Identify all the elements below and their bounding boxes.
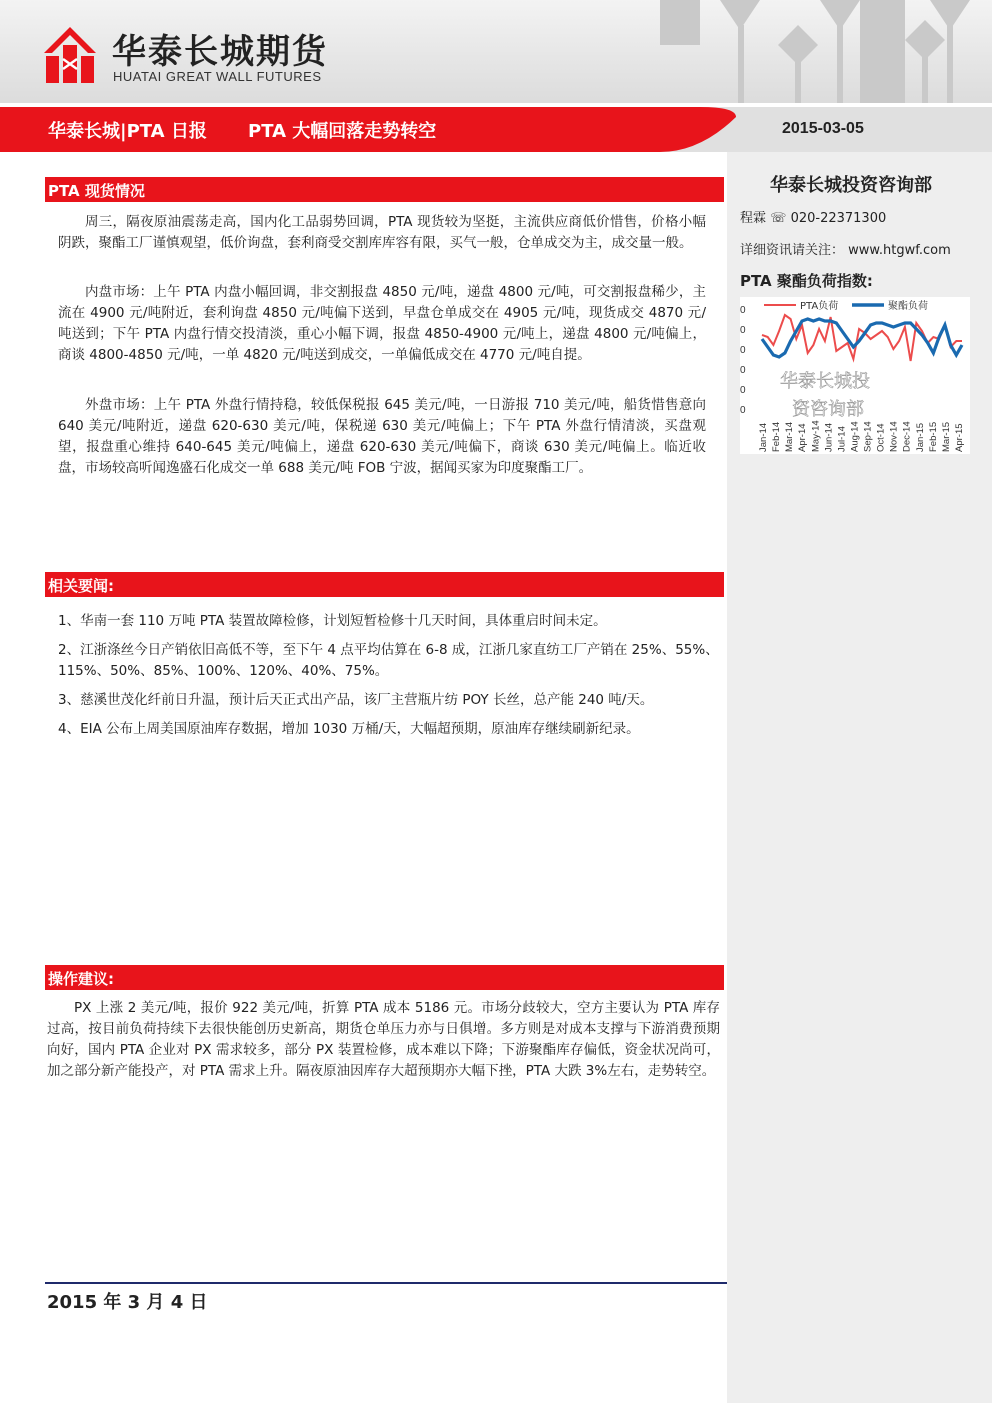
section-title-advice: 操作建议:: [48, 970, 114, 988]
phone-icon: ☏: [770, 211, 787, 226]
chart-title: PTA 聚酯负荷指数:: [740, 272, 873, 290]
y-tick-label: 0: [740, 305, 746, 316]
news-item: 3、慈溪世茂化纤前日升温，预计后天正式出产品，该厂主营瓶片纺 POY 长丝，总产能 240 吨/天。: [58, 692, 654, 708]
spot-paragraph-1: 周三，隔夜原油震荡走高，国内化工品弱势回调，PTA 现货较为坚挺，主流供应商低价惜售，价格小幅阴跌，聚酯工厂谨慎观望，低价询盘，套利商受交割库库容有限，买气一般，仓单成交为主，成交量一般。: [58, 214, 706, 251]
website-link[interactable]: www.htgwf.com: [848, 243, 951, 258]
y-tick-label: 0: [740, 325, 746, 336]
load-index-chart-svg: [740, 297, 970, 454]
x-tick-label: Nov-14: [888, 421, 900, 452]
x-tick-label: Jul-14: [836, 426, 848, 452]
x-tick-label: Aug-14: [849, 421, 861, 452]
spot-paragraph-outer: 外盘市场：上午 PTA 外盘行情持稳，较低保税报 645 美元/吨，一日游报 710 美元/吨，船货惜售意向 640 美元/吨附近，递盘 620-630 美元/吨，保税递 630 美元/吨偏上；下午 PTA 外盘行情清淡，买盘观望，报盘重心维持 640-645 美元/吨偏上，递盘 620-630 美元/吨偏下，商谈 630 美元/吨偏上。临近收盘，市场较高听闻逸盛石化成交一单 688 美元/吨 FOB 宁波，据闻买家为印度聚酯工厂。: [58, 397, 706, 476]
x-tick-label: Mar-14: [784, 421, 796, 452]
sidebar-website: [740, 239, 951, 258]
x-tick-label: Jan-14: [758, 422, 769, 452]
title-bar: [0, 107, 992, 152]
section-header-news: [45, 572, 724, 597]
x-tick-label: Jan-15: [914, 422, 926, 452]
x-tick-label: Apr-15: [954, 423, 965, 452]
section-title-news: 相关要闻:: [48, 577, 114, 595]
company-name-en: HUATAI GREAT WALL FUTURES: [113, 69, 322, 84]
sidebar-dept-title: 华泰长城投资咨询部: [770, 175, 932, 196]
page-header: [0, 0, 992, 103]
company-name-cn: 华泰长城期货: [112, 32, 328, 72]
x-tick-label: Oct-14: [875, 423, 887, 452]
legend-label: PTA负荷: [800, 301, 839, 312]
load-index-chart: [740, 297, 970, 454]
contact-name: 程霖: [740, 211, 767, 226]
y-tick-label: 0: [740, 405, 746, 416]
news-item: 2、江浙涤丝今日产销依旧高低不等，至下午 4 点平均估算在 6-8 成，江浙几家直纺工厂产销在 25%、55%、115%、50%、85%、100%、120%、40%、75%。: [58, 642, 719, 679]
x-tick-label: Feb-15: [927, 421, 939, 452]
report-series-title: 华泰长城|PTA 日报: [48, 121, 207, 142]
section-header-advice: [45, 965, 724, 990]
report-date: 2015-03-05: [782, 120, 864, 137]
chart-watermark: 资咨询部: [792, 399, 864, 420]
y-tick-label: 0: [740, 345, 746, 356]
sidebar-contact: [740, 207, 886, 226]
x-tick-label: Dec-14: [901, 421, 913, 452]
report-headline: PTA 大幅回落走势转空: [248, 121, 437, 142]
spot-paragraph-inner: 内盘市场：上午 PTA 内盘小幅回调，非交割报盘 4850 元/吨，递盘 4800 元/吨，可交割报盘稀少，主流在 4900 元/吨附近，套利询盘 4850 元/吨偏下送到，早盘仓单成交在 4905 元/吨，现货成交 4870 元/吨送到；下午 PTA 内盘行情交投清淡，重心小幅下调，报盘 4850-4900 元/吨上，递盘 4800 元/吨偏上，商谈 4800-4850 元/吨，一单 4820 元/吨送到成交，一单偏低成交在 4770 元/吨自提。: [58, 284, 706, 363]
news-item: 1、华南一套 110 万吨 PTA 装置故障检修，计划短暂检修十几天时间，具体重启时间未定。: [58, 613, 607, 629]
legend-label: 聚酯负荷: [888, 301, 928, 312]
footer-date: 2015 年 3 月 4 日: [47, 1292, 208, 1313]
company-logo-icon: [42, 25, 98, 85]
news-item: 4、EIA 公布上周美国原油库存数据，增加 1030 万桶/天，大幅超预期，原油库存继续刷新纪录。: [58, 721, 640, 737]
section-title-spot: PTA 现货情况: [48, 182, 145, 200]
x-tick-label: Sep-14: [862, 421, 874, 452]
advice-paragraph: PX 上涨 2 美元/吨，报价 922 美元/吨，折算 PTA 成本 5186 元。市场分歧较大，空方主要认为 PTA 库存过高，按目前负荷持续下去很快能创历史新高，期货仓单压力亦与日俱增。多方则是对成本支撑与下游消费预期向好，国内 PTA 企业对 PX 需求较多，部分 PX 装置检修，成本难以下降；下游聚酯库存偏低，资金状况尚可，加之部分新产能投产，对 PTA 需求上升。隔夜原油因库存大超预期亦大幅下挫，PTA 大跌 3%左右，走势转空。: [47, 1000, 720, 1079]
y-tick-label: 0: [740, 365, 746, 376]
y-tick-label: 0: [740, 385, 746, 396]
chart-watermark: 华泰长城投: [780, 371, 870, 392]
x-tick-label: Feb-14: [771, 421, 783, 452]
header-decoration: [560, 0, 992, 103]
x-tick-label: Mar-15: [940, 421, 952, 452]
contact-phone: 020-22371300: [790, 211, 887, 226]
x-tick-label: May-14: [810, 420, 822, 452]
footer-divider: [45, 1282, 727, 1284]
x-tick-label: Apr-14: [797, 423, 809, 452]
x-tick-label: Jun-14: [823, 422, 835, 452]
section-header-spot: [45, 177, 724, 202]
website-label: 详细资讯请关注：: [740, 243, 845, 258]
